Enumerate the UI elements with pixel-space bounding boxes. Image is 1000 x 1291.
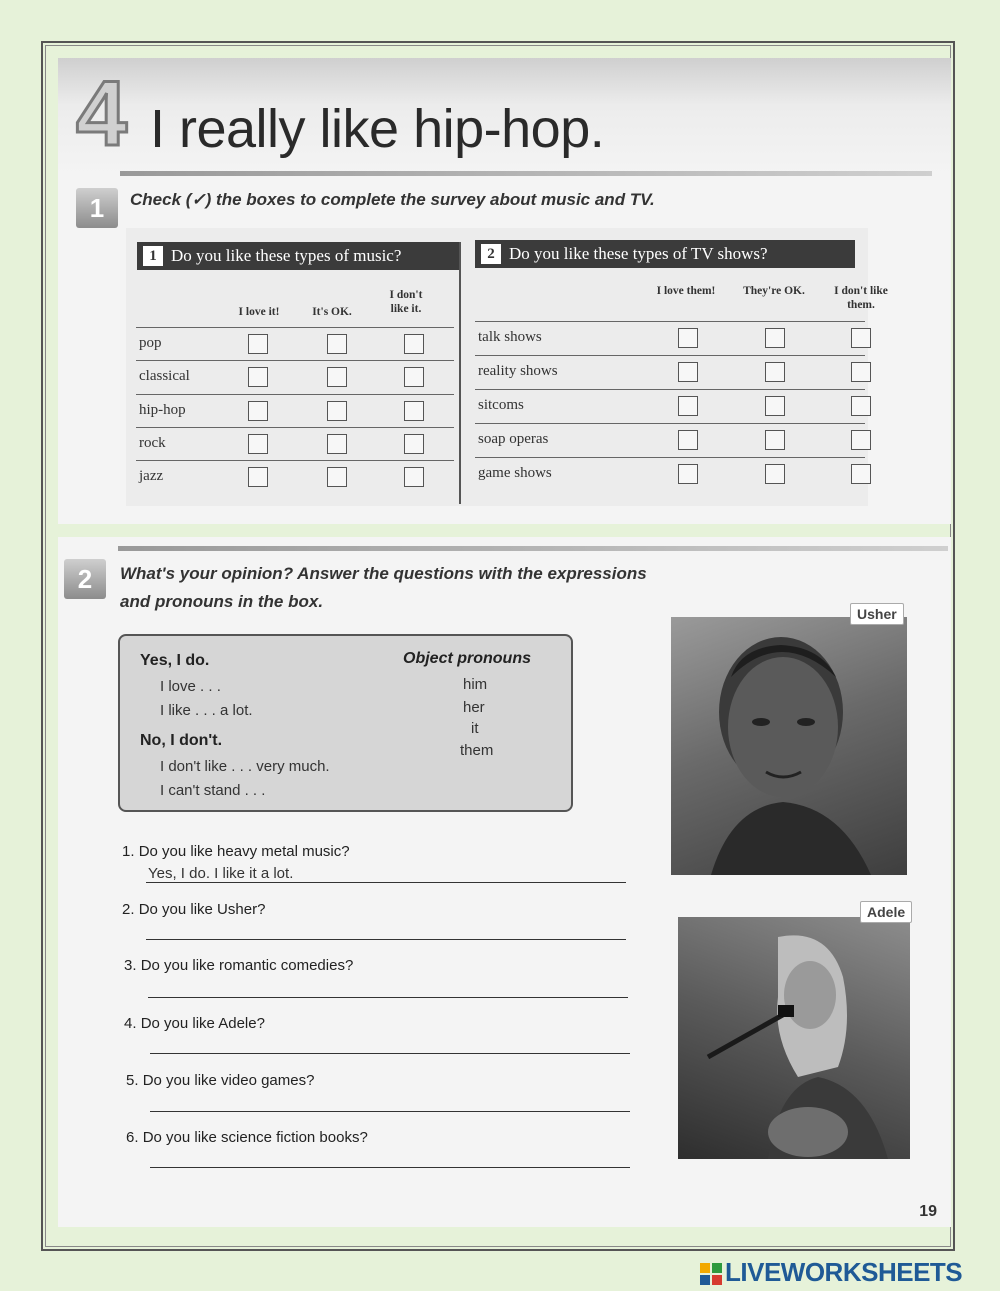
yes-item: I love . . . <box>160 678 221 695</box>
pronoun: it <box>471 720 479 737</box>
checkbox-jazz-love[interactable] <box>248 467 268 487</box>
checkbox-rock-love[interactable] <box>248 434 268 454</box>
answer-line-1 <box>146 882 626 883</box>
pronouns-heading: Object pronouns <box>403 650 531 667</box>
music-row-rock <box>136 427 454 460</box>
music-row-label: pop <box>139 335 162 351</box>
answer-line-6 <box>150 1167 630 1168</box>
question-text: Do you like Adele? <box>140 1015 265 1032</box>
checkbox-soap-operas-dislike[interactable] <box>851 430 871 450</box>
music-row-label: classical <box>139 368 190 384</box>
checkbox-pop-ok[interactable] <box>327 334 347 354</box>
answer-6[interactable] <box>152 1149 632 1167</box>
checkbox-talk-shows-dislike[interactable] <box>851 328 871 348</box>
tv-row-sitcoms <box>475 389 865 422</box>
checkbox-rock-ok[interactable] <box>327 434 347 454</box>
checkbox-rock-dislike[interactable] <box>404 434 424 454</box>
exercise-1-panel <box>58 58 951 524</box>
music-table-number: 1 <box>143 246 163 266</box>
checkbox-game-shows-ok[interactable] <box>765 464 785 484</box>
exercise-2-number: 2 <box>64 559 106 599</box>
exercise-1-instruction: Check (✓) the boxes to complete the survey about music and TV. <box>130 190 655 209</box>
checkbox-classical-love[interactable] <box>248 367 268 387</box>
music-row-jazz <box>136 460 454 493</box>
checkbox-talk-shows-love[interactable] <box>678 328 698 348</box>
checkbox-reality-shows-dislike[interactable] <box>851 362 871 382</box>
checkbox-pop-dislike[interactable] <box>404 334 424 354</box>
answer-line-4 <box>150 1053 630 1054</box>
answer-line-3 <box>148 997 628 998</box>
question-1 <box>122 843 350 860</box>
checkbox-soap-operas-love[interactable] <box>678 430 698 450</box>
liveworksheets-logo[interactable] <box>700 1257 962 1288</box>
music-row-label: hip-hop <box>139 402 186 418</box>
question-number: 5. <box>126 1072 139 1089</box>
music-table-header <box>137 242 459 270</box>
music-question: Do you like these types of music? <box>171 246 402 265</box>
tv-col-love: I love them! <box>656 285 716 297</box>
checkbox-sitcoms-ok[interactable] <box>765 396 785 416</box>
question-text: Do you like science fiction books? <box>142 1129 368 1146</box>
checkbox-game-shows-dislike[interactable] <box>851 464 871 484</box>
exercise-2-instruction-line1: What's your opinion? Answer the questions with the expressions <box>120 564 647 583</box>
question-text: Do you like Usher? <box>138 901 266 918</box>
unit-number: 4 <box>76 63 128 165</box>
question-number: 4. <box>124 1015 137 1032</box>
pronoun: him <box>463 676 488 693</box>
no-item: I don't like . . . very much. <box>160 758 330 775</box>
liveworksheets-icon <box>700 1261 722 1283</box>
question-number: 1. <box>122 843 135 860</box>
exercise-1-number: 1 <box>76 188 118 228</box>
pronoun: her <box>463 699 485 716</box>
survey-tables <box>126 228 888 506</box>
answer-line-2 <box>146 939 626 940</box>
answer-line-5 <box>150 1111 630 1112</box>
yes-item: I like . . . a lot. <box>160 702 253 719</box>
question-number: 2. <box>122 901 135 918</box>
music-row-label: rock <box>139 435 166 451</box>
question-text: Do you like romantic comedies? <box>140 957 354 974</box>
question-number: 6. <box>126 1129 139 1146</box>
usher-photo-illustration <box>671 617 907 875</box>
expressions-box <box>118 634 573 812</box>
checkbox-classical-ok[interactable] <box>327 367 347 387</box>
tv-row-label: reality shows <box>478 363 558 379</box>
checkbox-sitcoms-love[interactable] <box>678 396 698 416</box>
checkbox-jazz-ok[interactable] <box>327 467 347 487</box>
music-col-ok: It's OK. <box>312 306 352 318</box>
adele-photo-illustration <box>678 917 910 1159</box>
tv-col-dislike: I don't like them. <box>834 285 888 311</box>
tv-table-number: 2 <box>481 244 501 264</box>
no-item: I can't stand . . . <box>160 782 266 799</box>
question-2 <box>122 901 265 918</box>
tv-row-label: soap operas <box>478 431 549 447</box>
question-3 <box>124 957 353 974</box>
tv-row-talk-shows <box>475 321 865 354</box>
brand-text: LIVEWORKSHEETS <box>725 1257 963 1287</box>
tv-row-reality-shows <box>475 355 865 388</box>
answer-3[interactable] <box>150 979 630 997</box>
tv-row-label: talk shows <box>478 329 542 345</box>
checkbox-hiphop-dislike[interactable] <box>404 401 424 421</box>
checkbox-hiphop-ok[interactable] <box>327 401 347 421</box>
no-heading: No, I don't. <box>140 732 223 749</box>
question-number: 3. <box>124 957 137 974</box>
checkbox-reality-shows-ok[interactable] <box>765 362 785 382</box>
yes-heading: Yes, I do. <box>140 652 210 669</box>
answer-1[interactable]: Yes, I do. I like it a lot. <box>148 865 294 882</box>
adele-tag: Adele <box>860 901 912 923</box>
page-title: I really like hip-hop. <box>150 99 605 159</box>
checkbox-hiphop-love[interactable] <box>248 401 268 421</box>
tv-table-header <box>475 240 855 268</box>
question-6 <box>126 1129 368 1146</box>
tv-row-soap-operas <box>475 423 865 456</box>
checkbox-reality-shows-love[interactable] <box>678 362 698 382</box>
answer-2[interactable] <box>148 921 628 939</box>
tv-row-label: game shows <box>478 465 552 481</box>
answer-4[interactable] <box>152 1035 632 1053</box>
music-row-pop <box>136 327 454 360</box>
tv-row-label: sitcoms <box>478 397 524 413</box>
question-text: Do you like heavy metal music? <box>138 843 350 860</box>
question-4 <box>124 1015 265 1032</box>
tv-row-game-shows <box>475 457 865 490</box>
checkbox-soap-operas-ok[interactable] <box>765 430 785 450</box>
exercise-2-instruction-line2: and pronouns in the box. <box>120 592 324 611</box>
music-col-dislike: I don't like it. <box>389 289 423 315</box>
checkbox-pop-love[interactable] <box>248 334 268 354</box>
exercise-2-rule <box>118 546 948 551</box>
answer-5[interactable] <box>152 1093 632 1111</box>
table-divider <box>459 242 461 504</box>
title-rule <box>120 171 932 176</box>
checkbox-talk-shows-ok[interactable] <box>765 328 785 348</box>
music-row-label: jazz <box>139 468 164 484</box>
usher-tag: Usher <box>850 603 904 625</box>
usher-photo <box>671 617 907 875</box>
question-5 <box>126 1072 314 1089</box>
exercise-2-panel <box>58 537 951 1227</box>
checkbox-game-shows-love[interactable] <box>678 464 698 484</box>
checkbox-jazz-dislike[interactable] <box>404 467 424 487</box>
checkbox-sitcoms-dislike[interactable] <box>851 396 871 416</box>
question-text: Do you like video games? <box>142 1072 315 1089</box>
pronoun: them <box>460 742 494 759</box>
music-col-love: I love it! <box>238 306 280 318</box>
checkbox-classical-dislike[interactable] <box>404 367 424 387</box>
music-row-classical <box>136 360 454 393</box>
tv-col-ok: They're OK. <box>743 285 805 297</box>
page-number: 19 <box>919 1203 937 1220</box>
tv-question: Do you like these types of TV shows? <box>509 244 768 263</box>
adele-photo <box>678 917 910 1159</box>
music-row-hiphop <box>136 394 454 427</box>
